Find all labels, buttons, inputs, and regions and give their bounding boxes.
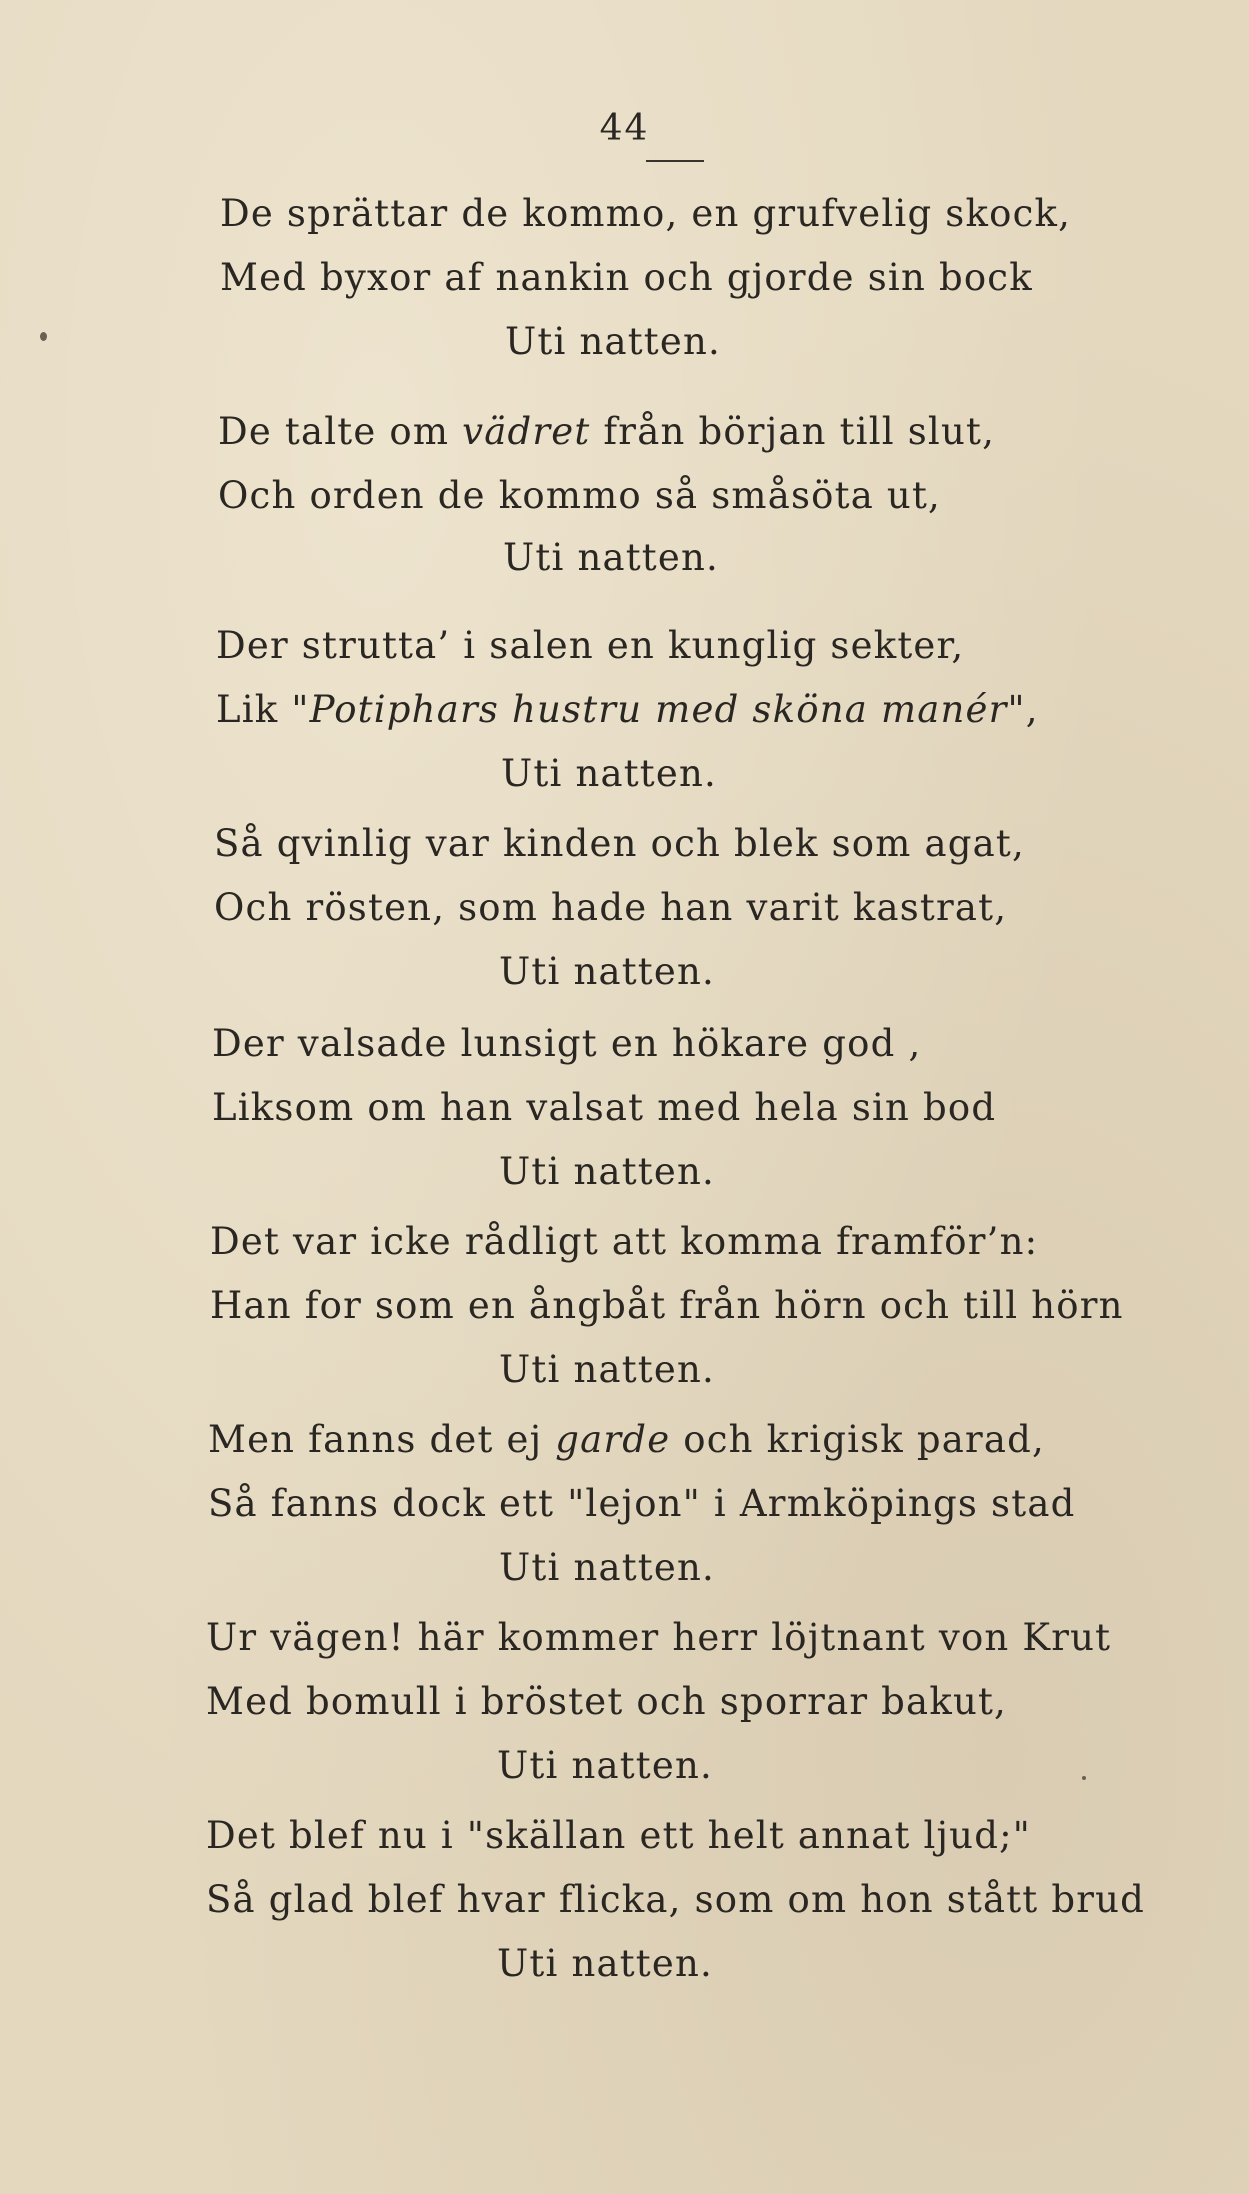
poem-line: [210, 1284, 1124, 1328]
line-text: Der valsade lunsigt en hökare god ,: [212, 1022, 922, 1065]
line-text: De talte om: [218, 410, 463, 453]
line-text: De sprättar de kommo, en grufvelig skock,: [220, 192, 1072, 235]
poem-line: [216, 624, 964, 668]
line-text: ",: [1007, 688, 1039, 731]
refrain-line: Uti natten.: [499, 1348, 715, 1391]
poem-line: [208, 1482, 1075, 1526]
line-text: Så glad blef hvar flicka, som om hon stått brud: [206, 1878, 1146, 1921]
ink-speck: [1082, 1776, 1086, 1780]
poem-line: [206, 1878, 1145, 1922]
line-text: Der strutta’ i salen en kunglig sekter,: [216, 624, 965, 667]
line-text: Men fanns det ej: [208, 1418, 556, 1461]
refrain-line: Uti natten.: [499, 1546, 715, 1589]
poem-line: [206, 1680, 1007, 1724]
italic-phrase: Potiphars hustru med sköna manér: [309, 688, 1008, 731]
page-number-rule: [646, 160, 704, 162]
line-text: Med bomull i bröstet och sporrar bakut,: [206, 1680, 1008, 1723]
italic-phrase: garde: [555, 1418, 671, 1461]
refrain-line: Uti natten.: [499, 950, 715, 993]
line-text: Med byxor af nankin och gjorde sin bock: [220, 256, 1033, 299]
line-text: och krigisk parad,: [670, 1418, 1046, 1461]
poem-line: [206, 1616, 1111, 1660]
ink-speck: [40, 332, 47, 341]
line-text: Det blef nu i "skällan ett helt annat ljud;": [206, 1814, 1031, 1857]
poem-line: [210, 1220, 1038, 1264]
line-text: Så qvinlig var kinden och blek som agat,: [214, 822, 1025, 865]
line-text: Och orden de kommo så småsöta ut,: [218, 474, 941, 517]
refrain-line: Uti natten.: [503, 536, 719, 579]
line-text: Lik ": [216, 688, 310, 731]
poem-line: [212, 1086, 996, 1130]
page-number: 44: [599, 108, 650, 149]
poem-line: [214, 822, 1025, 866]
line-text: Liksom om han valsat med hela sin bod: [212, 1086, 997, 1129]
poem-line: [216, 688, 1039, 732]
line-text: Ur vägen! här kommer herr löjtnant von Krut: [206, 1616, 1112, 1659]
poem-line: [218, 474, 941, 518]
poem-line: [206, 1814, 1031, 1858]
poem-line: [218, 410, 995, 454]
line-text: Han for som en ångbåt från hörn och till hörn: [210, 1284, 1124, 1327]
line-text: Så fanns dock ett "lejon" i Armköpings stad: [208, 1482, 1076, 1525]
refrain-line: Uti natten.: [497, 1942, 713, 1985]
poem-line: [212, 1022, 921, 1066]
line-text: Och rösten, som hade han varit kastrat,: [214, 886, 1008, 929]
refrain-line: Uti natten.: [501, 752, 717, 795]
poem-line: [220, 256, 1033, 300]
line-text: Det var icke rådligt att komma framför’n:: [210, 1220, 1039, 1263]
poem-line: [208, 1418, 1045, 1462]
italic-phrase: vädret: [462, 410, 591, 453]
poem-line: [220, 192, 1071, 236]
refrain-line: Uti natten.: [499, 1150, 715, 1193]
poem-line: [214, 886, 1007, 930]
line-text: från början till slut,: [590, 410, 996, 453]
refrain-line: Uti natten.: [505, 320, 721, 363]
refrain-line: Uti natten.: [497, 1744, 713, 1787]
